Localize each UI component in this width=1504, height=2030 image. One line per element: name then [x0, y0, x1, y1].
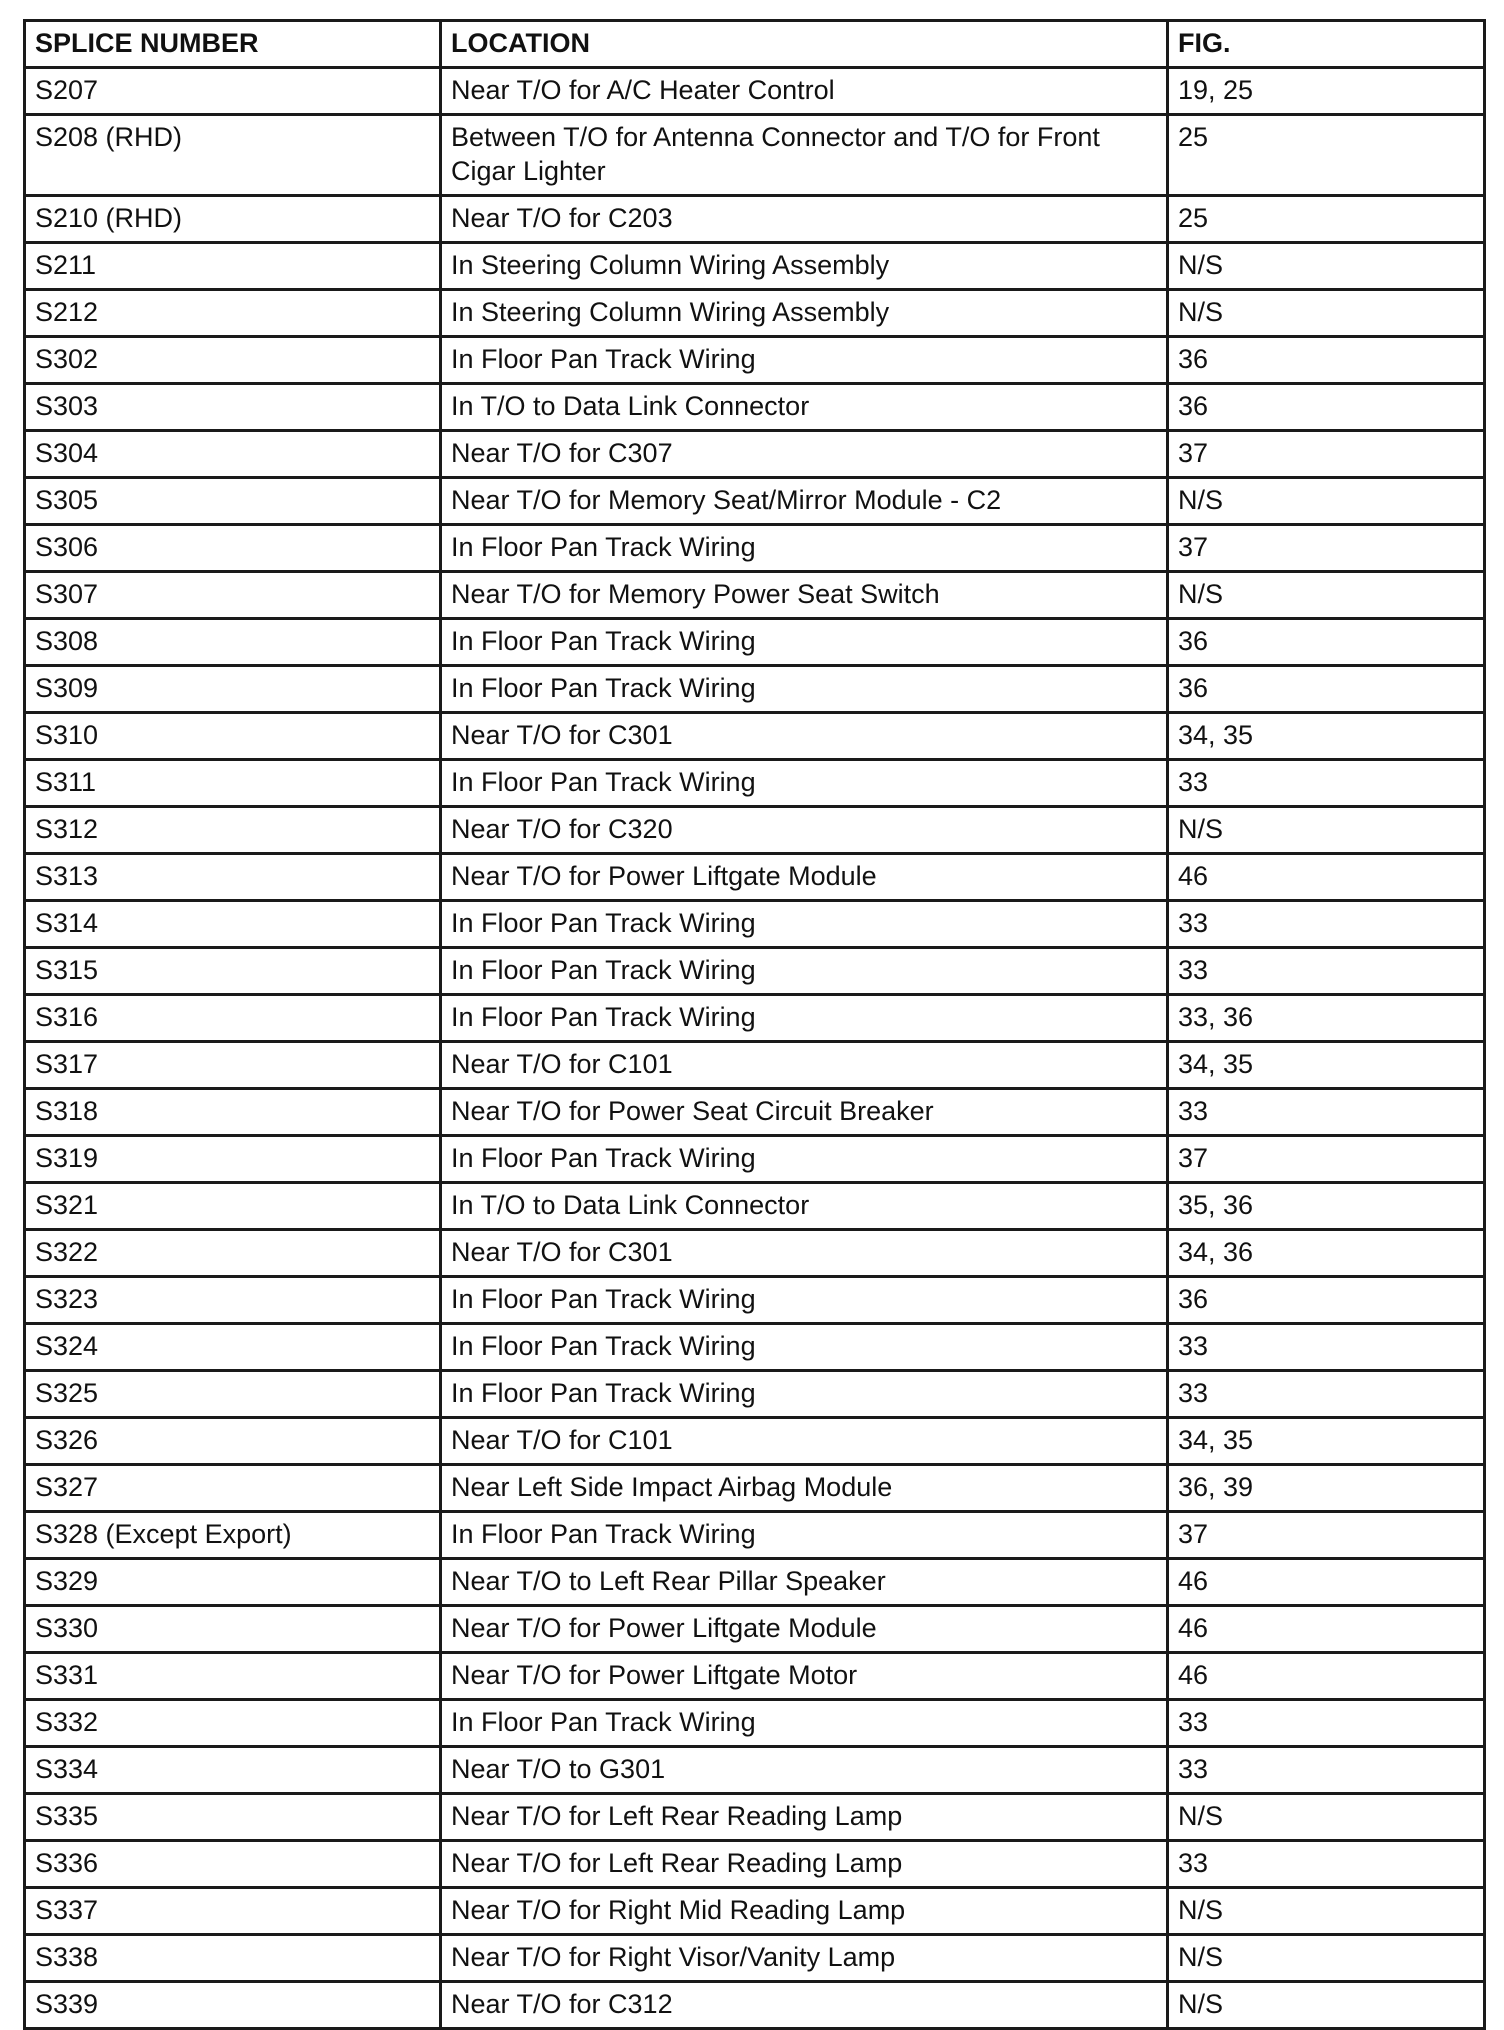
location-cell: Near T/O for Power Seat Circuit Breaker — [441, 1089, 1168, 1136]
splice-number-cell: S318 — [25, 1089, 441, 1136]
fig-cell: 36 — [1168, 619, 1485, 666]
splice-number-cell: S329 — [25, 1559, 441, 1606]
table-row — [25, 1371, 1485, 1418]
fig-cell: N/S — [1168, 478, 1485, 525]
table-row — [25, 478, 1485, 525]
header-splice-number: SPLICE NUMBER — [25, 21, 441, 68]
location-cell: Near T/O for Memory Seat/Mirror Module - C2 — [441, 478, 1168, 525]
header-location: LOCATION — [441, 21, 1168, 68]
location-cell: In Floor Pan Track Wiring — [441, 1277, 1168, 1324]
splice-number-cell: S303 — [25, 384, 441, 431]
location-cell: Near T/O for C203 — [441, 196, 1168, 243]
table-row — [25, 1465, 1485, 1512]
location-cell: In Floor Pan Track Wiring — [441, 1371, 1168, 1418]
table-row — [25, 1418, 1485, 1465]
location-cell: In Floor Pan Track Wiring — [441, 619, 1168, 666]
splice-table-sheet — [23, 19, 1483, 2030]
fig-cell: 37 — [1168, 1136, 1485, 1183]
table-row — [25, 525, 1485, 572]
splice-number-cell: S311 — [25, 760, 441, 807]
table-row — [25, 1888, 1485, 1935]
splice-number-cell: S304 — [25, 431, 441, 478]
fig-cell: 19, 25 — [1168, 68, 1485, 115]
table-row — [25, 807, 1485, 854]
location-cell: Near T/O to Left Rear Pillar Speaker — [441, 1559, 1168, 1606]
table-row — [25, 1512, 1485, 1559]
splice-number-cell: S316 — [25, 995, 441, 1042]
splice-number-cell: S315 — [25, 948, 441, 995]
location-cell: Near T/O for Power Liftgate Motor — [441, 1653, 1168, 1700]
table-row — [25, 431, 1485, 478]
splice-number-cell: S338 — [25, 1935, 441, 1982]
location-cell: Near T/O for Right Visor/Vanity Lamp — [441, 1935, 1168, 1982]
location-cell: In Floor Pan Track Wiring — [441, 666, 1168, 713]
location-cell: Between T/O for Antenna Connector and T/O for Front Cigar Lighter — [441, 115, 1168, 196]
splice-number-cell: S337 — [25, 1888, 441, 1935]
splice-number-cell: S328 (Except Export) — [25, 1512, 441, 1559]
table-row — [25, 1982, 1485, 2029]
location-cell: Near T/O to G301 — [441, 1747, 1168, 1794]
table-row — [25, 68, 1485, 115]
location-cell: In Steering Column Wiring Assembly — [441, 243, 1168, 290]
fig-cell: 33 — [1168, 1324, 1485, 1371]
table-row — [25, 115, 1485, 196]
location-cell: In Floor Pan Track Wiring — [441, 1324, 1168, 1371]
splice-number-cell: S312 — [25, 807, 441, 854]
table-row — [25, 1606, 1485, 1653]
table-row — [25, 196, 1485, 243]
splice-number-cell: S327 — [25, 1465, 441, 1512]
location-cell: In Floor Pan Track Wiring — [441, 995, 1168, 1042]
table-row — [25, 1089, 1485, 1136]
table-row — [25, 1747, 1485, 1794]
splice-number-cell: S325 — [25, 1371, 441, 1418]
table-row — [25, 901, 1485, 948]
splice-number-cell: S207 — [25, 68, 441, 115]
splice-number-cell: S324 — [25, 1324, 441, 1371]
splice-number-cell: S331 — [25, 1653, 441, 1700]
location-cell: In Floor Pan Track Wiring — [441, 525, 1168, 572]
fig-cell: 36 — [1168, 384, 1485, 431]
fig-cell: N/S — [1168, 807, 1485, 854]
table-row — [25, 1794, 1485, 1841]
location-cell: Near T/O for C101 — [441, 1042, 1168, 1089]
location-cell: In Floor Pan Track Wiring — [441, 901, 1168, 948]
fig-cell: N/S — [1168, 1982, 1485, 2029]
table-row — [25, 1935, 1485, 1982]
location-cell: Near T/O for C301 — [441, 1230, 1168, 1277]
splice-number-cell: S322 — [25, 1230, 441, 1277]
splice-number-cell: S302 — [25, 337, 441, 384]
location-cell: Near T/O for C320 — [441, 807, 1168, 854]
table-row — [25, 1559, 1485, 1606]
splice-number-cell: S334 — [25, 1747, 441, 1794]
fig-cell: 37 — [1168, 431, 1485, 478]
fig-cell: N/S — [1168, 243, 1485, 290]
splice-number-cell: S339 — [25, 1982, 441, 2029]
location-cell: In T/O to Data Link Connector — [441, 384, 1168, 431]
fig-cell: N/S — [1168, 290, 1485, 337]
splice-number-cell: S326 — [25, 1418, 441, 1465]
header-fig: FIG. — [1168, 21, 1485, 68]
splice-number-cell: S211 — [25, 243, 441, 290]
splice-number-cell: S309 — [25, 666, 441, 713]
fig-cell: 36 — [1168, 337, 1485, 384]
location-cell: Near Left Side Impact Airbag Module — [441, 1465, 1168, 1512]
fig-cell: 33 — [1168, 1371, 1485, 1418]
fig-cell: 33 — [1168, 1089, 1485, 1136]
location-cell: Near T/O for Right Mid Reading Lamp — [441, 1888, 1168, 1935]
location-cell: In Floor Pan Track Wiring — [441, 760, 1168, 807]
location-cell: Near T/O for Power Liftgate Module — [441, 1606, 1168, 1653]
splice-number-cell: S313 — [25, 854, 441, 901]
location-cell: In Floor Pan Track Wiring — [441, 1700, 1168, 1747]
location-cell: In Steering Column Wiring Assembly — [441, 290, 1168, 337]
fig-cell: 33 — [1168, 760, 1485, 807]
fig-cell: N/S — [1168, 572, 1485, 619]
splice-number-cell: S330 — [25, 1606, 441, 1653]
location-cell: Near T/O for Left Rear Reading Lamp — [441, 1841, 1168, 1888]
location-cell: Near T/O for C301 — [441, 713, 1168, 760]
table-row — [25, 1183, 1485, 1230]
table-row — [25, 1653, 1485, 1700]
table-body — [25, 68, 1485, 2029]
fig-cell: 46 — [1168, 1606, 1485, 1653]
table-row — [25, 948, 1485, 995]
splice-location-table — [23, 19, 1486, 2030]
table-row — [25, 1841, 1485, 1888]
fig-cell: 36 — [1168, 666, 1485, 713]
fig-cell: 33 — [1168, 1700, 1485, 1747]
splice-number-cell: S314 — [25, 901, 441, 948]
fig-cell: 46 — [1168, 1559, 1485, 1606]
location-cell: Near T/O for Memory Power Seat Switch — [441, 572, 1168, 619]
table-row — [25, 995, 1485, 1042]
fig-cell: N/S — [1168, 1935, 1485, 1982]
fig-cell: 33 — [1168, 1841, 1485, 1888]
table-row — [25, 1136, 1485, 1183]
splice-number-cell: S321 — [25, 1183, 441, 1230]
table-row — [25, 337, 1485, 384]
splice-number-cell: S317 — [25, 1042, 441, 1089]
fig-cell: 33 — [1168, 1747, 1485, 1794]
table-row — [25, 290, 1485, 337]
table-row — [25, 619, 1485, 666]
splice-number-cell: S308 — [25, 619, 441, 666]
fig-cell: 34, 36 — [1168, 1230, 1485, 1277]
table-row — [25, 666, 1485, 713]
table-row — [25, 1230, 1485, 1277]
location-cell: Near T/O for Left Rear Reading Lamp — [441, 1794, 1168, 1841]
fig-cell: 37 — [1168, 1512, 1485, 1559]
location-cell: Near T/O for Power Liftgate Module — [441, 854, 1168, 901]
table-row — [25, 760, 1485, 807]
splice-number-cell: S305 — [25, 478, 441, 525]
table-header-row — [25, 21, 1485, 68]
fig-cell: 33 — [1168, 901, 1485, 948]
location-cell: Near T/O for C312 — [441, 1982, 1168, 2029]
splice-number-cell: S310 — [25, 713, 441, 760]
fig-cell: 25 — [1168, 115, 1485, 196]
table-row — [25, 1700, 1485, 1747]
location-cell: In Floor Pan Track Wiring — [441, 1136, 1168, 1183]
fig-cell: 46 — [1168, 1653, 1485, 1700]
table-row — [25, 1324, 1485, 1371]
splice-number-cell: S307 — [25, 572, 441, 619]
splice-number-cell: S212 — [25, 290, 441, 337]
splice-number-cell: S319 — [25, 1136, 441, 1183]
fig-cell: 33 — [1168, 948, 1485, 995]
table-row — [25, 713, 1485, 760]
fig-cell: 25 — [1168, 196, 1485, 243]
splice-number-cell: S210 (RHD) — [25, 196, 441, 243]
fig-cell: 34, 35 — [1168, 1418, 1485, 1465]
table-row — [25, 1042, 1485, 1089]
splice-number-cell: S335 — [25, 1794, 441, 1841]
table-row — [25, 243, 1485, 290]
splice-number-cell: S336 — [25, 1841, 441, 1888]
fig-cell: N/S — [1168, 1794, 1485, 1841]
location-cell: In Floor Pan Track Wiring — [441, 1512, 1168, 1559]
location-cell: In Floor Pan Track Wiring — [441, 337, 1168, 384]
fig-cell: 37 — [1168, 525, 1485, 572]
table-row — [25, 572, 1485, 619]
location-cell: Near T/O for A/C Heater Control — [441, 68, 1168, 115]
fig-cell: 36, 39 — [1168, 1465, 1485, 1512]
splice-number-cell: S323 — [25, 1277, 441, 1324]
location-cell: Near T/O for C307 — [441, 431, 1168, 478]
location-cell: In Floor Pan Track Wiring — [441, 948, 1168, 995]
table-row — [25, 1277, 1485, 1324]
fig-cell: 36 — [1168, 1277, 1485, 1324]
table-row — [25, 384, 1485, 431]
location-cell: In T/O to Data Link Connector — [441, 1183, 1168, 1230]
fig-cell: 34, 35 — [1168, 1042, 1485, 1089]
fig-cell: N/S — [1168, 1888, 1485, 1935]
table-row — [25, 854, 1485, 901]
fig-cell: 34, 35 — [1168, 713, 1485, 760]
fig-cell: 33, 36 — [1168, 995, 1485, 1042]
location-cell: Near T/O for C101 — [441, 1418, 1168, 1465]
fig-cell: 35, 36 — [1168, 1183, 1485, 1230]
splice-number-cell: S208 (RHD) — [25, 115, 441, 196]
splice-number-cell: S332 — [25, 1700, 441, 1747]
splice-number-cell: S306 — [25, 525, 441, 572]
fig-cell: 46 — [1168, 854, 1485, 901]
